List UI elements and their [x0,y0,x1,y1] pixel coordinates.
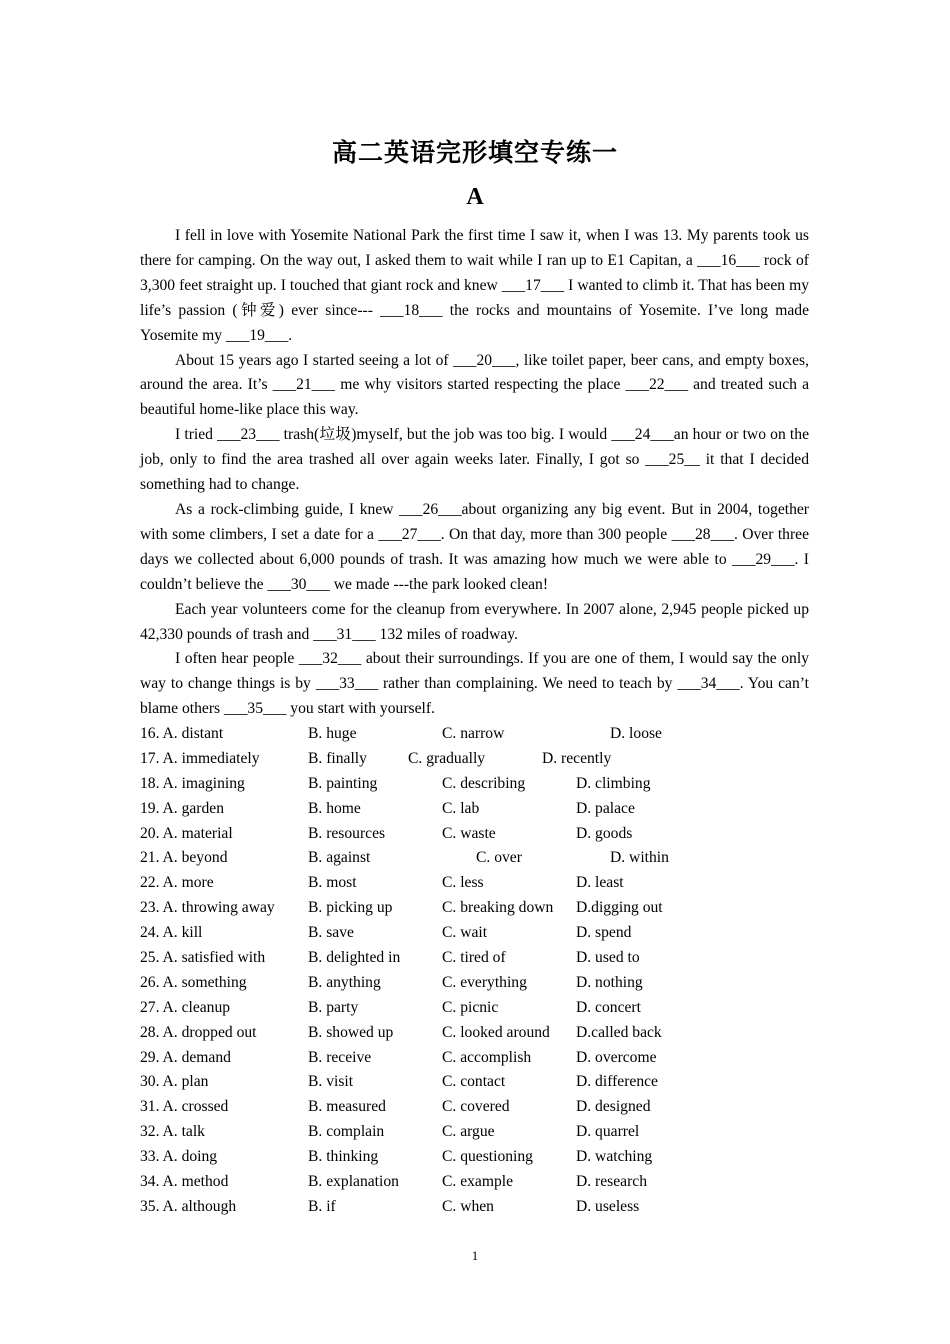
option-d: D. goods [576,824,633,842]
option-a: 25. A. satisfied with [140,949,266,967]
question-row [140,747,820,772]
question-row [140,822,820,847]
option-b: B. picking up [308,899,393,917]
question-row [140,1021,820,1046]
option-a: 26. A. something [140,973,247,991]
option-b: B. delighted in [308,949,401,967]
option-b: B. thinking [308,1148,379,1166]
option-c: C. everything [442,973,527,991]
question-row [140,871,820,896]
option-a: 16. A. distant [140,725,224,742]
option-b: B. home [308,799,361,817]
option-d: D. loose [610,725,662,742]
option-d: D. used to [576,949,640,967]
option-b: B. most [308,874,357,892]
option-d: D. least [576,874,624,892]
option-c: C. contact [442,1073,506,1091]
option-a: 18. A. imagining [140,774,245,792]
option-b: B. measured [308,1098,386,1116]
option-d: D. climbing [576,774,651,792]
option-c: C. example [442,1173,514,1191]
option-b: B. visit [308,1073,354,1091]
option-a: 21. A. beyond [140,849,228,867]
option-b: B. anything [308,973,381,991]
option-c: C. lab [442,799,480,817]
question-row [140,1095,820,1120]
paragraph: I fell in love with Yosemite National Park the first time I saw it, when I was 13. My parents took us there for camping. On the way out, I asked them to wait while I ran up to E1 Capitan, a ___16___ rock of 3,300 feet straight up. I touched that giant rock and knew ___17___ I wanted to climb it. That has been my life’s passion (钟爱) ever since--- ___18___ the rocks and mountains of Yosemite. I’ve long made Yosemite my ___19___. [140,227,809,344]
option-a: 32. A. talk [140,1123,205,1141]
option-c: C. accomplish [442,1048,532,1066]
option-c: C. wait [442,924,488,942]
option-b: B. receive [308,1048,372,1066]
option-b: B. explanation [308,1173,399,1191]
option-a: 28. A. dropped out [140,1023,257,1041]
option-d: D. spend [576,924,632,942]
question-row [140,896,820,921]
paragraph: As a rock-climbing guide, I knew ___26___about organizing any big event. But in 2004, together with some climbers, I set a date for a ___27___. On that day, more than 300 people ___28___. Over three days we collected about 6,000 pounds of trash. It was amazing how much we were able to ___29___. I couldn’t believe the ___30___ we made ---the park looked clean! [140,500,809,593]
option-d: D. recently [542,749,612,767]
option-b: B. resources [308,824,386,842]
option-c: C. picnic [442,998,499,1016]
option-c: C. waste [442,824,496,842]
option-a: 20. A. material [140,824,233,842]
option-a: 23. A. throwing away [140,899,275,917]
question-row [140,797,820,822]
question-row [140,772,820,797]
option-d: D. within [610,849,669,867]
question-row [140,1170,820,1195]
option-c: C. covered [442,1098,510,1116]
answer-options [140,722,820,1220]
question-row [140,971,820,996]
option-c: C. argue [442,1123,495,1141]
paragraph: I often hear people ___32___ about their surroundings. If you are one of them, I would say the only way to change things is by ___33___ rather than complaining. We need to teach by ___34___. You can’t blame others ___35___ you start with yourself. [140,650,809,718]
option-b: B. finally [308,749,367,767]
option-b: B. painting [308,774,378,792]
option-b: B. complain [308,1123,385,1141]
question-row [140,722,820,747]
option-a: 29. A. demand [140,1048,231,1066]
option-b: B. party [308,998,359,1016]
option-c: C. describing [442,774,526,792]
question-row [140,1070,820,1095]
option-b: B. if [308,1197,336,1215]
option-c: C. looked around [442,1023,550,1041]
question-row [140,1046,820,1071]
option-d: D. quarrel [576,1123,640,1141]
question-row [140,1120,820,1145]
option-b: B. save [308,924,354,942]
question-row [140,846,820,871]
option-b: B. huge [308,725,357,742]
option-c: C. questioning [442,1148,533,1166]
paragraph: About 15 years ago I started seeing a lot of ___20___, like toilet paper, beer cans, and empty boxes, around the area. It’s ___21___ me why visitors started respecting the place ___22___ and treated such a beautiful home-like place this way. [140,351,809,419]
option-d: D. concert [576,998,641,1016]
option-d: D. useless [576,1197,640,1215]
option-a: 34. A. method [140,1173,229,1191]
page-title: 高二英语完形填空专练一 [331,138,618,167]
option-a: 22. A. more [140,874,214,892]
option-b: B. showed up [308,1023,394,1041]
option-a: 31. A. crossed [140,1098,229,1116]
option-d: D. overcome [576,1048,657,1066]
option-c: C. when [442,1197,494,1215]
question-row [140,1195,820,1220]
option-b: B. against [308,849,371,867]
option-d: D. watching [576,1148,653,1166]
option-d: D. designed [576,1098,651,1116]
option-c: C. gradually [408,749,486,767]
paragraph: I tried ___23___ trash(垃圾)myself, but the job was too big. I would ___24___an hour or two on the job, only to find the area trashed all over again weeks later. Finally, I got so ___25__ it that I decided something had to change. [140,426,809,494]
option-d: D. research [576,1173,647,1191]
option-a: 33. A. doing [140,1148,218,1166]
option-d: D. difference [576,1073,658,1091]
option-c: C. over [476,849,522,867]
option-c: C. less [442,874,484,892]
passage [140,224,809,722]
question-row [140,921,820,946]
section-heading: A [466,184,484,210]
option-a: 19. A. garden [140,799,225,817]
option-d: D. nothing [576,973,643,991]
question-row [140,996,820,1021]
option-c: C. narrow [442,725,505,742]
question-row [140,1145,820,1170]
question-row [140,946,820,971]
option-c: C. tired of [442,949,506,967]
option-c: C. breaking down [442,899,554,917]
option-d: D.digging out [576,899,663,917]
option-a: 27. A. cleanup [140,998,231,1016]
option-a: 24. A. kill [140,924,203,942]
option-a: 30. A. plan [140,1073,209,1091]
page-number: 1 [471,1248,479,1263]
paragraph: Each year volunteers come for the cleanup from everywhere. In 2007 alone, 2,945 people picked up 42,330 pounds of trash and ___31___ 132 miles of roadway. [140,600,809,643]
option-d: D. palace [576,799,635,817]
option-a: 17. A. immediately [140,749,260,767]
option-d: D.called back [576,1023,662,1041]
option-a: 35. A. although [140,1197,237,1215]
